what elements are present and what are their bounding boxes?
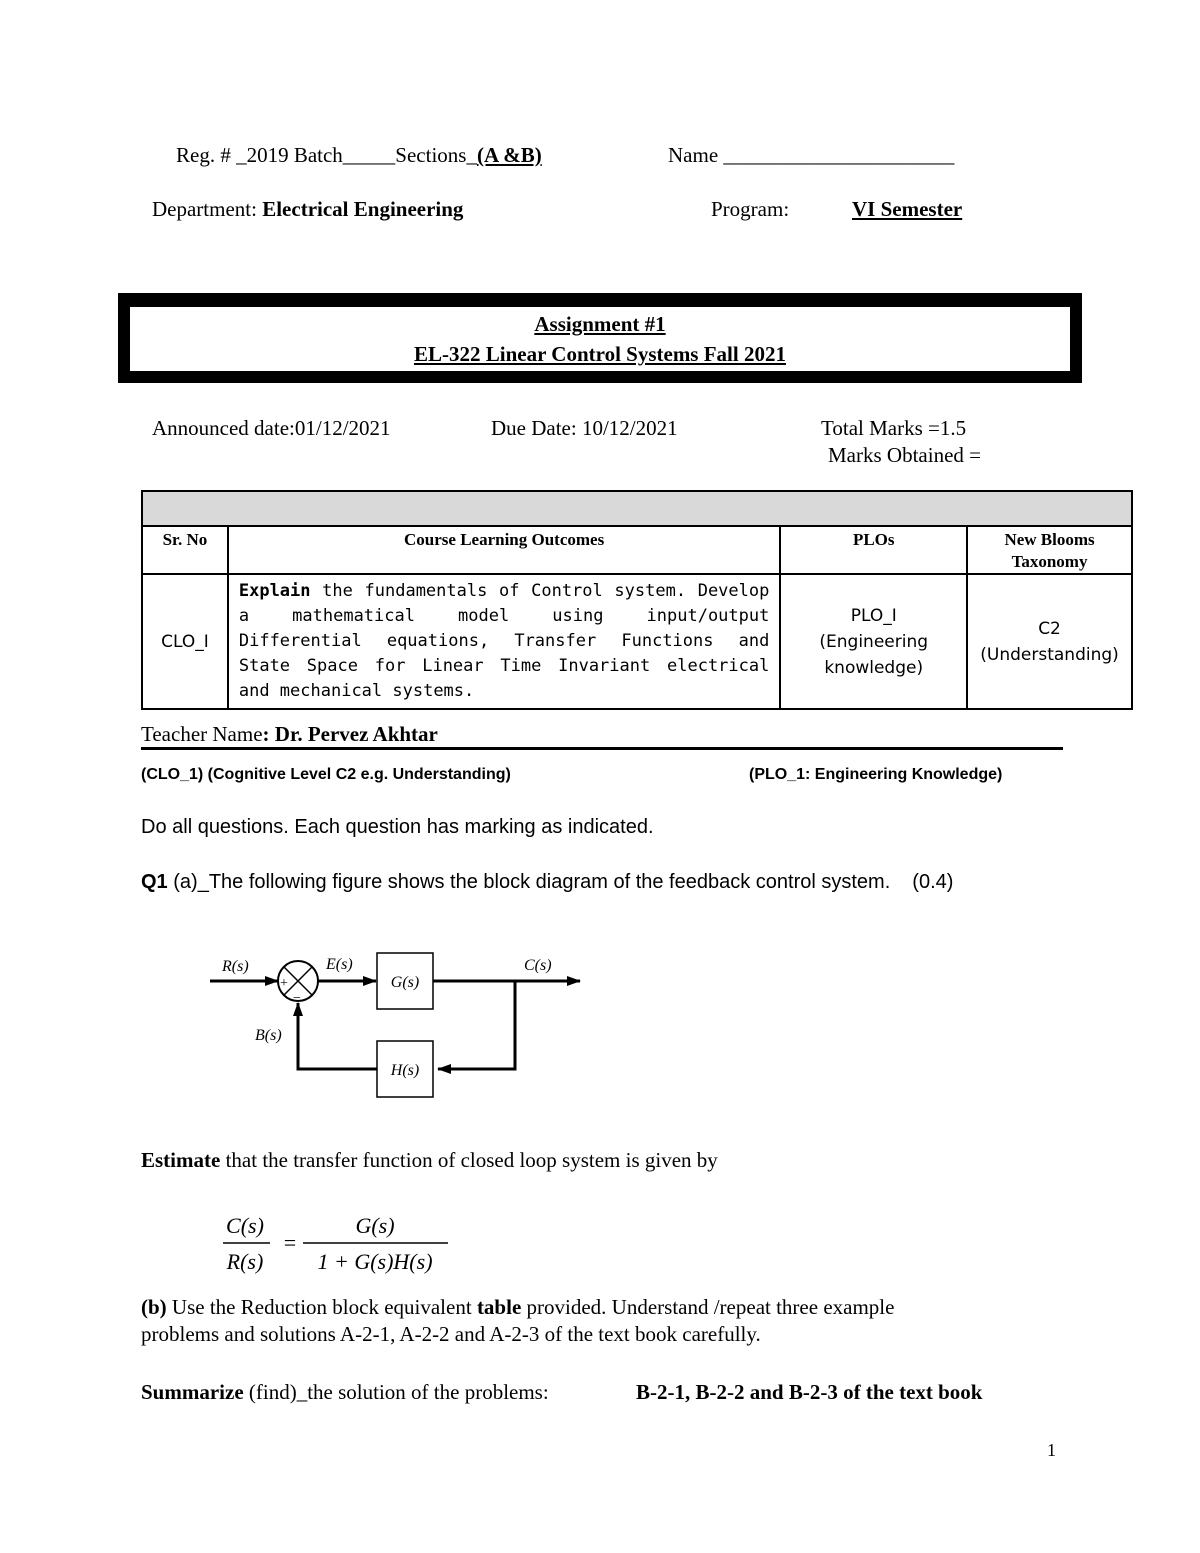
assignment-title: Assignment #1 [534,312,666,336]
plo-line-2: (Engineering [819,631,929,652]
teacher-line [141,722,438,747]
e-label: E(s) [326,956,353,973]
department-label: Department: [152,197,263,221]
reg-line [176,143,542,168]
table-header-row [142,526,1132,574]
announced-date: Announced date:01/12/2021 [152,416,391,440]
part-b-bold-word: table [476,1295,522,1319]
formula-equals: = [283,1230,297,1255]
part-b-line-2: problems and solutions A-2-1, A-2-2 and A-2-3 of the text book carefully. [141,1322,761,1346]
table-header-band [142,491,1132,526]
block-diagram [200,940,600,1110]
bloom-cell [967,574,1132,709]
program-value: VI Semester [852,197,963,221]
plo-level: (PLO_1: Engineering Knowledge) [749,766,1003,783]
estimate-line [141,1148,718,1173]
plus-sign: + [280,976,288,991]
clo-lead-word: Explain [238,581,311,601]
r-label: R(s) [222,958,249,975]
part-b-label: (b) [141,1295,167,1319]
teacher-name: : Dr. Pervez Akhtar [262,722,438,746]
sections-value: (A &B) [476,143,542,167]
header-course-learning-outcomes: Course Learning Outcomes [228,526,781,574]
h-label: H(s) [390,1062,420,1079]
part-b-text-1: Use the Reduction block equivalent [166,1295,477,1319]
assignment-title-box [118,293,1082,383]
page-number: 1 [1047,1440,1056,1460]
feedback-path-right [438,981,515,1069]
plo-line-3: knowledge) [824,657,924,678]
q1-text: The following figure shows the block diagram of the feedback control system. [208,871,891,893]
department-line [152,197,463,222]
b-label: B(s) [255,1027,282,1044]
program-label: Program: [711,197,790,221]
formula-lhs-den: R(s) [226,1249,264,1274]
transfer-function-formula [215,1205,475,1285]
teacher-label: Teacher Name [141,722,263,746]
part-b-text-2: provided. Understand /repeat three example [521,1295,895,1319]
formula-rhs-den: 1 + G(s)H(s) [317,1249,433,1274]
question-1 [141,871,953,894]
estimate-text: that the transfer function of closed loop system is given by [220,1148,718,1172]
summarize-problems: B-2-1, B-2-2 and B-2-3 of the text book [636,1380,983,1404]
instructions: Do all questions. Each question has marking as indicated. [141,816,654,838]
formula-lhs-num: C(s) [226,1213,264,1238]
c-label: C(s) [524,957,552,974]
clo-description [228,574,781,709]
clo-table [141,490,1133,710]
divider [141,747,1063,750]
formula-rhs-num: G(s) [355,1213,395,1238]
bloom-line-2: (Understanding) [980,644,1119,665]
table-row [142,574,1132,709]
part-b-line-1 [141,1295,894,1320]
q1-marks: (0.4) [912,871,954,893]
g-label: G(s) [390,974,420,991]
cognitive-level: (CLO_1) (Cognitive Level C2 e.g. Understanding) [141,766,511,783]
name-field: Name ______________________ [668,143,955,167]
total-marks: Total Marks =1.5 [821,416,967,440]
header-sr-no: Sr. No [142,526,228,574]
bloom-line-1: C2 [1038,618,1061,639]
summarize-lead: Summarize [141,1380,244,1404]
q1-label: Q1 [141,871,168,893]
q1-part: (a)_ [167,871,209,893]
clo-id: CLO_I [142,574,228,709]
plo-cell [780,574,967,709]
header-plos: PLOs [780,526,967,574]
feedback-path-left [298,1003,377,1069]
estimate-lead: Estimate [141,1148,221,1172]
minus-sign: − [293,991,301,1006]
header-blooms-taxonomy: New Blooms Taxonomy [967,526,1132,574]
summarize-line [141,1380,549,1405]
plo-line-1: PLO_I [850,605,897,626]
reg-label: Reg. # _2019 Batch_____Sections_ [176,143,477,167]
due-date: Due Date: 10/12/2021 [491,416,678,440]
course-title: EL-322 Linear Control Systems Fall 2021 [414,342,786,366]
department-value: Electrical Engineering [262,197,464,221]
marks-obtained: Marks Obtained = [828,443,981,467]
summarize-text: (find)_the solution of the problems: [243,1380,549,1404]
clo-text: the fundamentals of Control system. Develop a mathematical model using input/output Differential equations, Transfer Functions and State Space for Linear Time Invariant electrical and mechanical systems. [238,581,770,701]
